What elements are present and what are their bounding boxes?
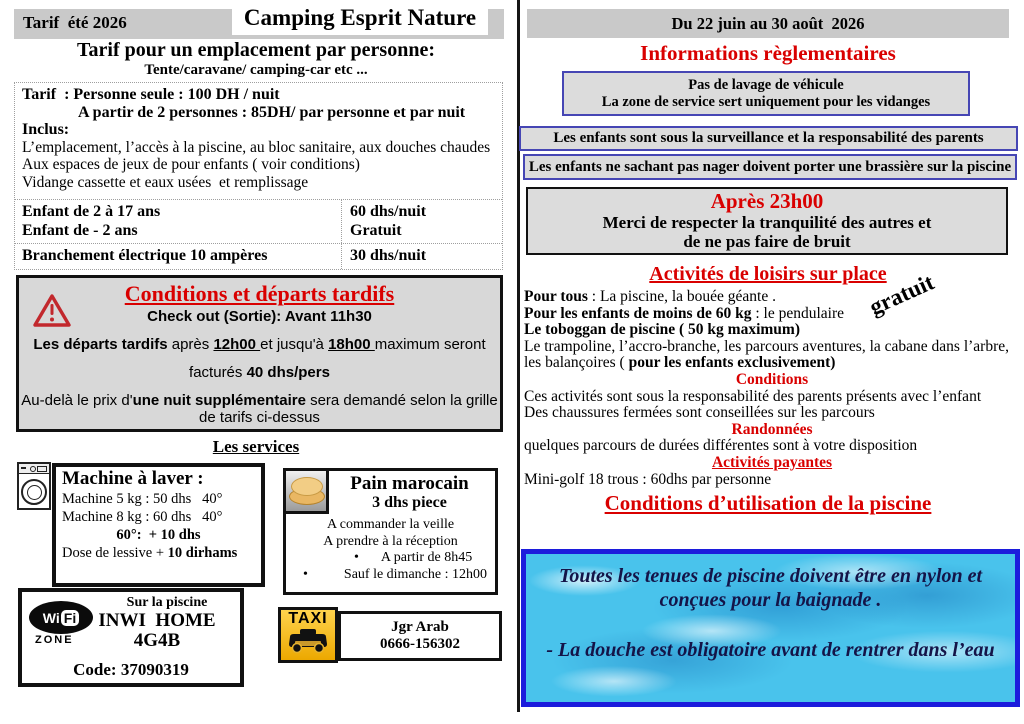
late-departure-rule: [19, 336, 500, 353]
extra-seg: sera demandé selon la grille de tarifs ci-dessus: [199, 392, 498, 426]
bread-price: 3 dhs piece: [372, 494, 447, 511]
for-all-text: : La piscine, la bouée géante .: [587, 288, 776, 305]
hiking-subtitle: Randonnées: [731, 420, 813, 438]
bread-hours: A partir de 8h45: [380, 550, 473, 565]
quiet-line-1: Merci de respecter la tranquilité des autres et: [602, 213, 932, 232]
paid-activities-subtitle: Activités payantes: [711, 453, 833, 471]
bread-bullet-1: [286, 550, 495, 567]
children-supervision-notice: Les enfants sont sous la surveillance et la responsabilité des parents: [519, 126, 1018, 151]
rule-seg: maximum seront: [374, 336, 486, 353]
pool-rules-title: Conditions d’utilisation de la piscine: [604, 491, 932, 515]
late-departure-title: Conditions et départs tardifs: [124, 281, 395, 306]
rule-seg: et jusqu'à: [260, 336, 329, 353]
taxi-contact-box: [338, 611, 502, 661]
laundry-detergent: [62, 544, 255, 562]
laundry-box: [52, 463, 265, 587]
electric-label: Branchement électrique 10 ampères: [15, 244, 342, 269]
children-swim-notice: Les enfants ne sachant pas nager doivent porter une brassière sur la piscine: [523, 154, 1017, 180]
taxi-logo-label: TAXI: [288, 610, 328, 627]
taxi-driver-name: Jgr Arab: [391, 619, 449, 635]
notice-line-1: Pas de lavage de véhicule: [688, 76, 844, 93]
for-all-label: Pour tous: [524, 288, 588, 305]
extra-night-rule: [19, 392, 500, 426]
bread-box: [283, 468, 498, 595]
late-departure-fee: [19, 364, 500, 381]
season-tag: Tarif été 2026: [23, 13, 127, 32]
services-title: Les services: [212, 437, 300, 456]
laundry-5kg: Machine 5 kg : 50 dhs 40°: [62, 491, 223, 507]
tariff-table: [14, 82, 503, 270]
kids-list-text: Le trampoline, l’accro-branche, les parcours aventures, la cabane dans l’arbre, les balançoires (: [524, 337, 1009, 372]
regulations-title: Informations règlementaires: [640, 41, 896, 65]
washer-drum: [27, 485, 42, 500]
notice-line-2: La zone de service sert uniquement pour les vidanges: [601, 93, 931, 110]
activities-body: [524, 289, 1020, 488]
bread-pickup-line: A prendre à la réception: [323, 533, 458, 549]
taxi-phone: 0666-156302: [380, 636, 460, 652]
activity-kids-list: [524, 339, 1020, 372]
electric-price: 30 dhs/nuit: [350, 247, 427, 264]
laundry-title: Machine à laver :: [62, 468, 204, 489]
tariff-line-single: Tarif : Personne seule : 100 DH / nuit: [22, 86, 280, 103]
pool-rule-1: Toutes les tenues de piscine doivent être en nylon et conçues pour la baignade .: [558, 565, 983, 611]
child-under-2-label: Enfant de - 2 ans: [22, 221, 138, 239]
right-header-bar: [527, 9, 1009, 38]
gratuit-stamp: gratuit: [865, 269, 938, 320]
wifi-network-name: INWI HOME 4G4B: [98, 610, 226, 651]
bullet-icon: •: [354, 550, 359, 565]
washing-machine-icon: [17, 462, 51, 510]
tariff-row-electric: [15, 243, 502, 269]
main-title-box: [232, 0, 488, 35]
rule-seg-bold: Les départs tardifs: [33, 336, 172, 353]
activity-under-60kg: [524, 306, 1020, 323]
taxi-car-glyph: [286, 628, 330, 654]
late-departure-box: [16, 275, 503, 432]
wifi-code: Code: 37090319: [73, 660, 189, 679]
under-60kg-label: Pour les enfants de moins de 60 kg: [524, 304, 752, 322]
children-labels: [15, 200, 342, 243]
bullet-icon: •: [303, 566, 308, 582]
bread-loaf-top: [291, 477, 323, 496]
no-vehicle-wash-notice: [562, 71, 970, 116]
kids-only-label: pour les enfants exclusivement): [628, 354, 836, 372]
washer-panel: [19, 464, 49, 474]
activity-toboggan: Le toboggan de piscine ( 50 kg maximum): [524, 321, 800, 339]
wifi-location: Sur la piscine: [126, 595, 208, 610]
fee-amount: 40 dhs/pers: [246, 364, 330, 381]
laundry-60deg: 60°: + 10 dhs: [116, 527, 201, 543]
child-2-17-label: Enfant de 2 à 17 ans: [22, 203, 161, 220]
condition-line-2: Des chaussures fermées sont conseillées sur les parcours: [524, 404, 875, 422]
tariff-details: [15, 83, 502, 199]
washer-door: [21, 479, 47, 505]
washer-knob: [30, 466, 36, 472]
bread-photo: [283, 468, 329, 514]
warning-triangle-icon: [32, 293, 72, 329]
wifi-ellipse: [29, 601, 93, 634]
child-2-17-price: 60 dhs/nuit: [350, 203, 427, 220]
page-divider: [517, 0, 520, 712]
washer-dash: [21, 467, 26, 469]
wifi-fi-label: Fi: [61, 610, 79, 626]
pool-rule-2: - La douche est obligatoire avant de rentrer dans l’eau: [546, 639, 995, 661]
rule-time-2: 18h00: [328, 336, 375, 353]
pool-rules-box: [521, 549, 1020, 707]
bread-sunday: Sauf le dimanche : 12h00: [343, 566, 487, 582]
under-60kg-text: : le pendulaire: [751, 304, 845, 322]
checkout-time: Check out (Sortie): Avant 11h30: [147, 308, 372, 325]
laundry-8kg: Machine 8 kg : 60 dhs 40°: [62, 509, 223, 525]
included-label: Inclus:: [22, 121, 70, 138]
condition-line-1: Ces activités sont sous la responsabilité des parents présents avec l’enfant: [524, 387, 982, 405]
included-line-1: L’emplacement, l’accès à la piscine, au bloc sanitaire, aux douches chaudes: [22, 138, 491, 156]
bread-bullet-2: [286, 567, 495, 584]
fee-seg: facturés: [189, 364, 247, 381]
quiet-hours-title: Après 23h00: [710, 189, 824, 213]
tariff-line-multi: A partir de 2 personnes : 85DH/ par personne et par nuit: [78, 103, 466, 121]
tariff-subheading: Tente/caravane/ camping-car etc ...: [144, 62, 368, 78]
included-line-3: Vidange cassette et eaux usées et remplissage: [22, 173, 309, 191]
bread-title: Pain marocain: [350, 473, 469, 494]
minigolf-line: Mini-golf 18 trous : 60dhs par personne: [524, 470, 772, 488]
hiking-line: quelques parcours de durées différentes sont à votre disposition: [524, 437, 918, 455]
detergent-seg: Dose de lessive +: [62, 545, 168, 561]
wifi-zone-label: ZONE: [35, 634, 74, 646]
conditions-subtitle: Conditions: [735, 370, 809, 388]
activity-for-all: [524, 289, 1020, 306]
activities-title: Activités de loisirs sur place: [649, 263, 887, 285]
wifi-wi-label: Wi: [42, 609, 60, 626]
extra-bold: une nuit supplémentaire: [132, 392, 306, 409]
detergent-price: 10 dirhams: [167, 545, 238, 561]
included-line-2: Aux espaces de jeux de pour enfants ( voir conditions): [22, 156, 360, 173]
wifi-box: [18, 588, 244, 687]
quiet-hours-box: [526, 187, 1008, 255]
rule-seg: après: [171, 336, 214, 353]
extra-seg: Au-delà le prix d': [21, 392, 133, 409]
taxi-icon: [278, 607, 338, 663]
washer-slot: [37, 466, 47, 472]
tariff-heading: Tarif pour un emplacement par personne:: [77, 39, 435, 61]
page-title: Camping Esprit Nature: [243, 4, 477, 30]
rule-time-1: 12h00: [213, 336, 261, 353]
tariff-row-children: [15, 199, 502, 243]
quiet-line-2: de ne pas faire de bruit: [683, 232, 851, 251]
bread-order-line: A commander la veille: [326, 517, 455, 532]
children-prices: [342, 200, 502, 243]
date-range: Du 22 juin au 30 août 2026: [671, 13, 865, 33]
child-under-2-price: Gratuit: [350, 221, 402, 239]
wifi-zone-icon: [29, 601, 97, 646]
